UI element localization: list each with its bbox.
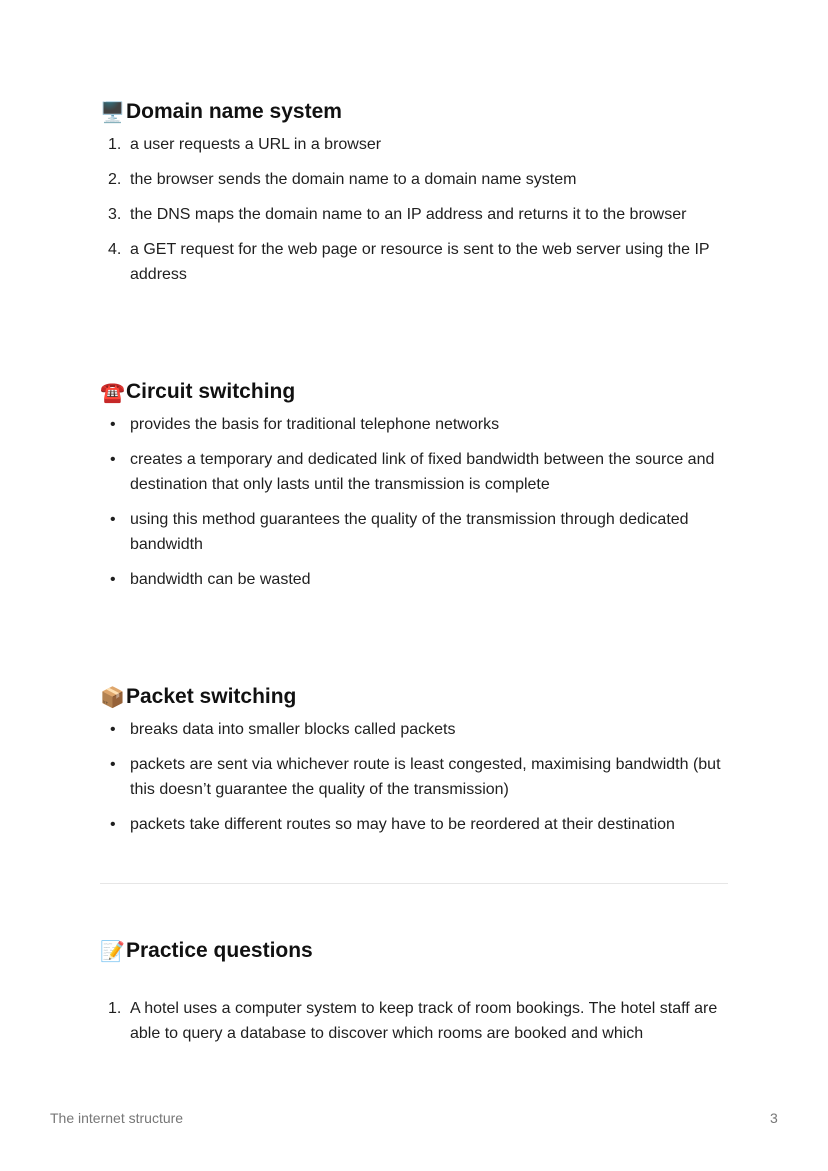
section-divider xyxy=(100,883,728,884)
list-item: 1. A hotel uses a computer system to keep track of room bookings. The hotel staff are able to query a database to discover which rooms are booked and which xyxy=(108,1000,718,1042)
section-title: Domain name system xyxy=(126,100,342,123)
list-item: 2. the browser sends the domain name to a domain name system xyxy=(108,171,577,188)
section-title: Packet switching xyxy=(126,685,297,708)
memo-icon: 📝 xyxy=(100,939,125,963)
list-item: • packets take different routes so may have to be reordered at their destination xyxy=(110,816,675,833)
section-packet-switching xyxy=(100,683,730,847)
section-practice-questions xyxy=(100,937,730,1056)
section-heading xyxy=(100,937,730,965)
ordered-list xyxy=(100,132,730,287)
list-item: • using this method guarantees the quality of the transmission through dedicated bandwidth xyxy=(110,511,689,553)
section-domain-name-system xyxy=(100,98,730,297)
section-heading xyxy=(100,683,730,711)
desktop-computer-icon: 🖥️ xyxy=(100,100,125,124)
bullet-list xyxy=(100,412,730,592)
ordered-list xyxy=(100,996,730,1046)
telephone-icon: ☎️ xyxy=(100,380,125,404)
list-item: • packets are sent via whichever route is least congested, maximising bandwidth (but this doesn’t guarantee the quality of the transmission) xyxy=(110,756,721,798)
list-item: • breaks data into smaller blocks called packets xyxy=(110,721,456,738)
section-circuit-switching xyxy=(100,378,730,602)
bullet-list xyxy=(100,717,730,837)
section-title: Circuit switching xyxy=(126,380,296,403)
package-icon: 📦 xyxy=(100,685,125,709)
section-heading xyxy=(100,98,730,126)
list-item: 1. a user requests a URL in a browser xyxy=(108,136,382,153)
section-heading xyxy=(100,378,730,406)
section-title: Practice questions xyxy=(126,939,313,962)
list-item: • bandwidth can be wasted xyxy=(110,571,311,588)
footer-document-title: The internet structure xyxy=(50,1110,184,1126)
footer-page-number: 3 xyxy=(770,1110,778,1126)
list-item: 4. a GET request for the web page or resource is sent to the web server using the IP address xyxy=(108,241,710,283)
list-item: 3. the DNS maps the domain name to an IP address and returns it to the browser xyxy=(108,206,687,223)
list-item: • provides the basis for traditional telephone networks xyxy=(110,416,500,433)
list-item: • creates a temporary and dedicated link of fixed bandwidth between the source and destination that only lasts until the transmission is complete xyxy=(110,451,715,493)
